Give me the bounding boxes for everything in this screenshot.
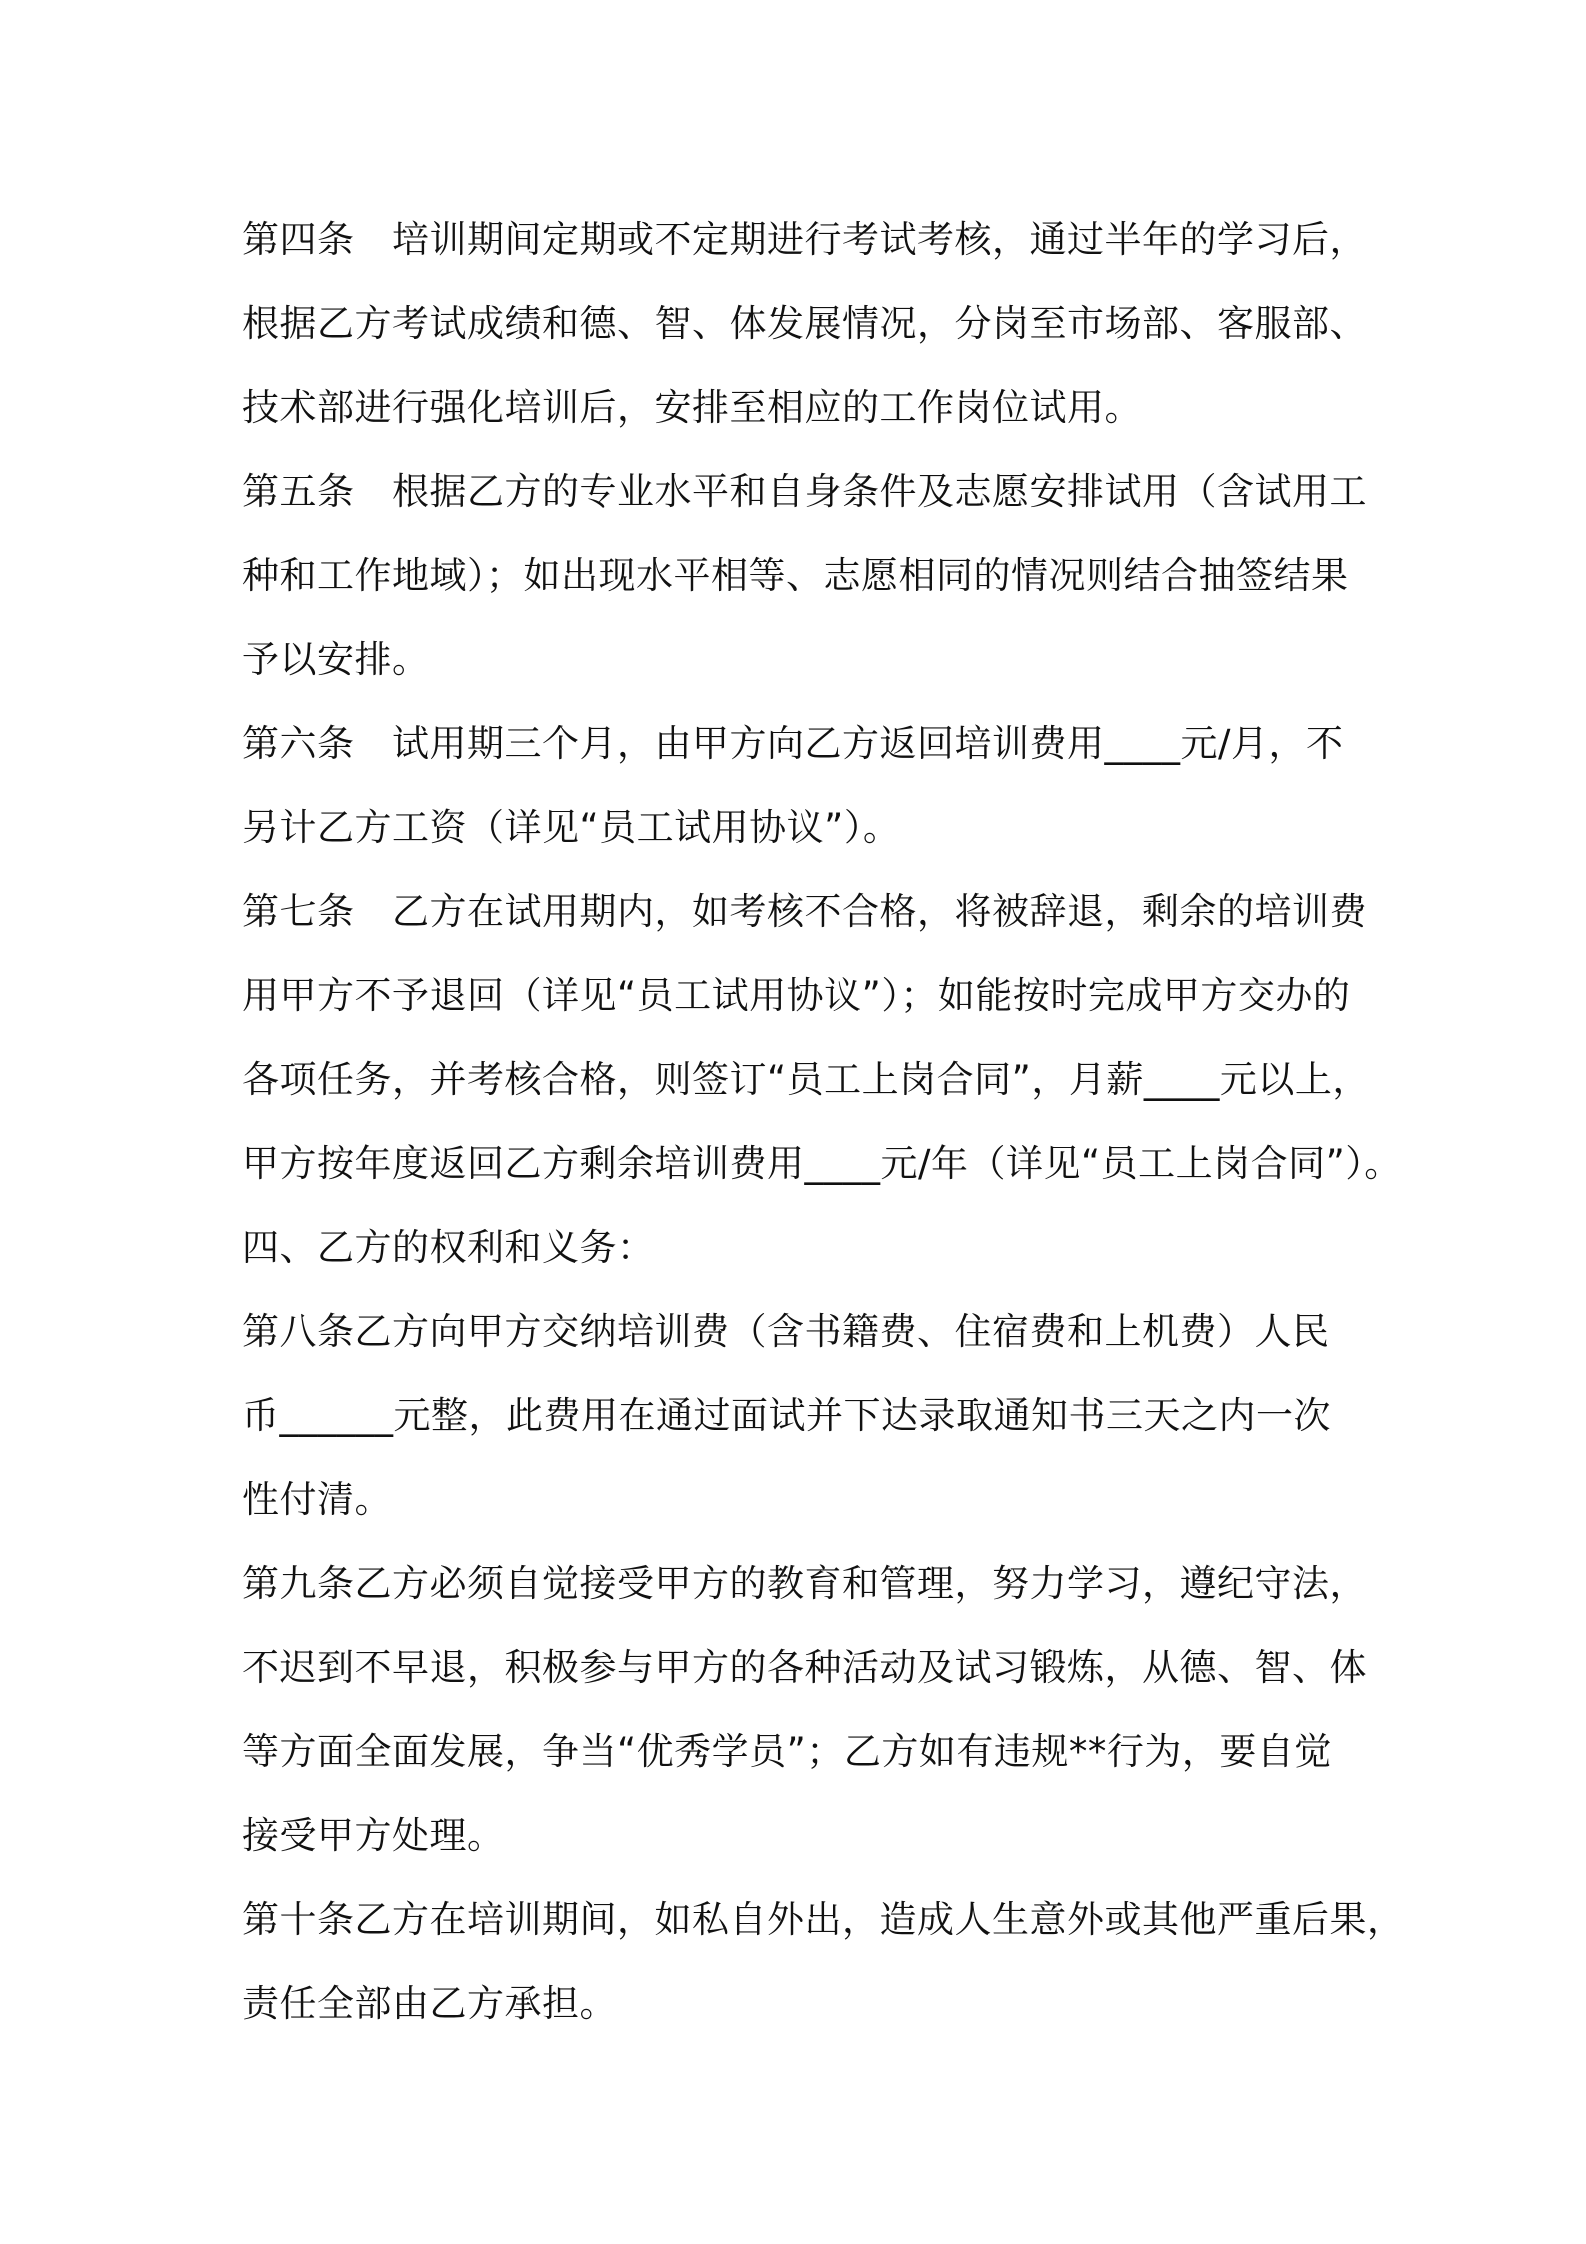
text-line: 接受甲方处理。 (242, 1814, 505, 1857)
text-line: 种和工作地域）；如出现水平相等、志愿相同的情况则结合抽签结果 (242, 554, 1349, 597)
text-line: 用甲方不予退回（详见“员工试用协议”）；如能按时完成甲方交办的 (242, 974, 1351, 1017)
text-line: 第五条 根据乙方的专业水平和自身条件及志愿安排试用（含试用工 (242, 470, 1367, 513)
text-line: 第七条 乙方在试用期内，如考核不合格，将被辞退，剩余的培训费 (242, 890, 1367, 933)
text-line: 第十条乙方在培训期间，如私自外出，造成人生意外或其他严重后果， (242, 1898, 1405, 1941)
text-line: 第八条乙方向甲方交纳培训费（含书籍费、住宿费和上机费）人民 (242, 1310, 1330, 1353)
section-heading: 四、乙方的权利和义务： (242, 1226, 655, 1269)
text-line: 予以安排。 (242, 638, 430, 681)
text-line: 另计乙方工资（详见“员工试用协议”）。 (242, 806, 901, 849)
text-line: 币______元整，此费用在通过面试并下达录取通知书三天之内一次 (242, 1394, 1331, 1437)
text-line: 甲方按年度返回乙方剩余培训费用____元/年（详见“员工上岗合同”）。 (242, 1142, 1402, 1185)
text-line: 第九条乙方必须自觉接受甲方的教育和管理，努力学习，遵纪守法， (242, 1562, 1367, 1605)
text-line: 不迟到不早退，积极参与甲方的各种活动及试习锻炼，从德、智、体 (242, 1646, 1367, 1689)
text-line: 第四条 培训期间定期或不定期进行考试考核，通过半年的学习后， (242, 218, 1367, 261)
text-line: 各项任务，并考核合格，则签订“员工上岗合同”，月薪____元以上， (242, 1058, 1370, 1101)
text-line: 等方面全面发展，争当“优秀学员”；乙方如有违规**行为，要自觉 (242, 1730, 1332, 1773)
text-line: 根据乙方考试成绩和德、智、体发展情况，分岗至市场部、客服部、 (242, 302, 1367, 345)
text-line: 性付清。 (242, 1478, 392, 1521)
text-line: 技术部进行强化培训后，安排至相应的工作岗位试用。 (242, 386, 1142, 429)
text-line: 责任全部由乙方承担。 (242, 1982, 617, 2025)
text-line: 第六条 试用期三个月，由甲方向乙方返回培训费用____元/月，不 (242, 722, 1344, 765)
document-body (242, 198, 1405, 2046)
